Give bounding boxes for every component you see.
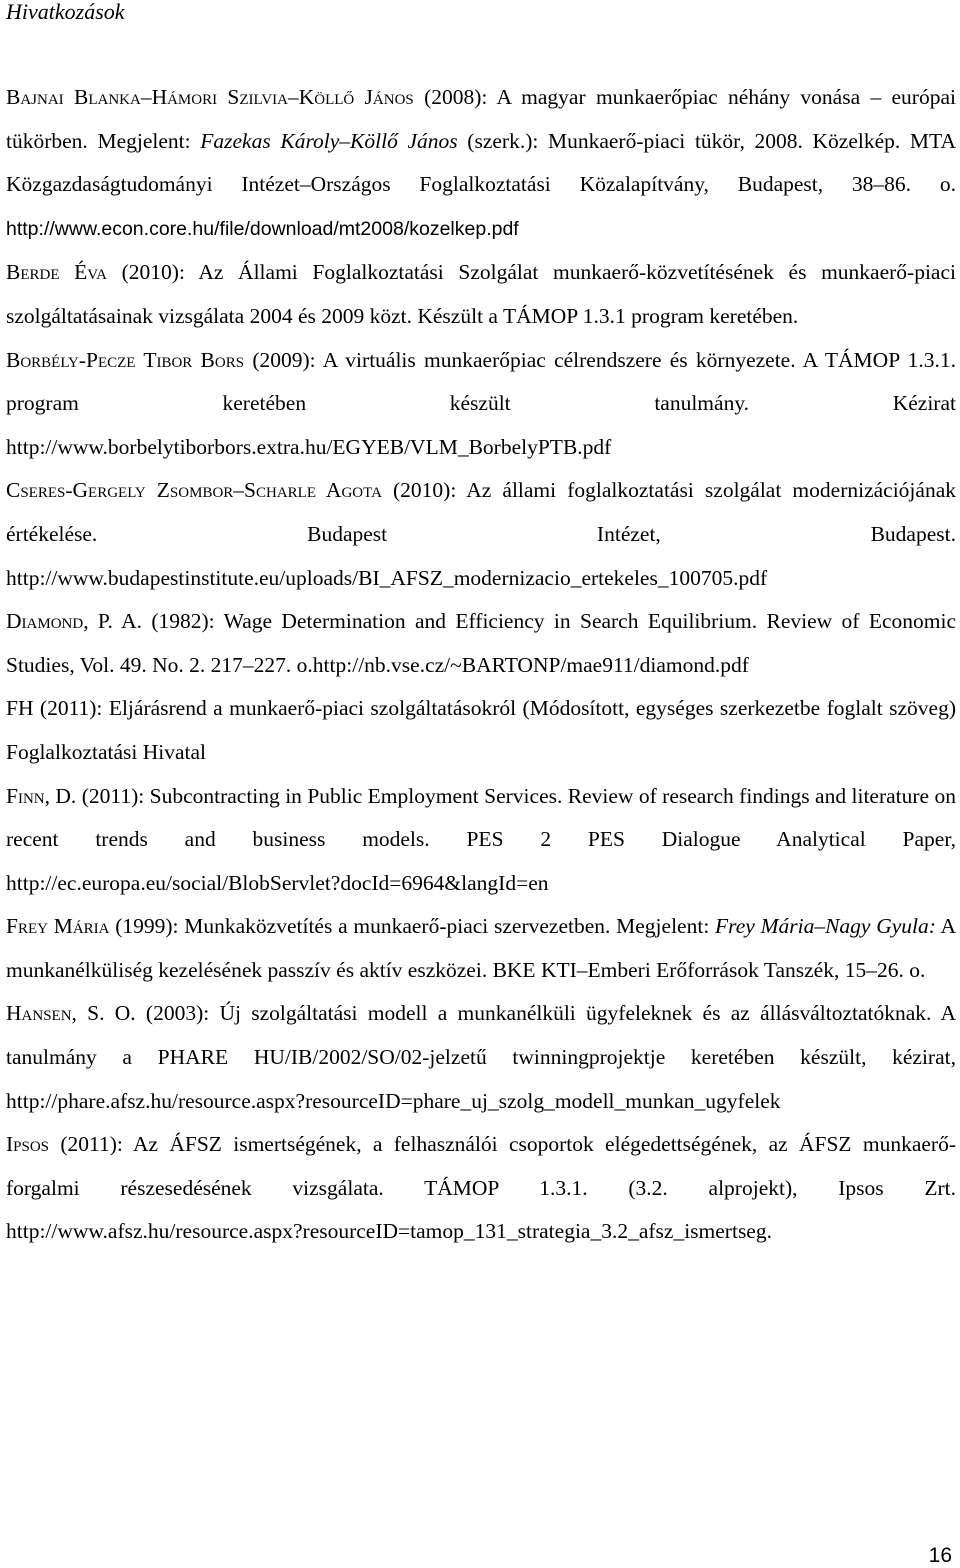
reference-author: Frey Mária [6,914,110,939]
section-heading: Hivatkozások [6,0,125,24]
reference-text: (2010): Az Állami Foglalkoztatási Szolgálat munkaerő-közvetítésének és munkaerő-piaci szolgáltatásainak vizsgálata 2004 és 2009 közt. Készült a TÁMOP 1.3.1 program keretében. [6,260,956,328]
reference-text: (1982): Wage Determination and Efficiency in Search Equilibrium. Review of Economic Studies, Vol. 49. No. 2. 217–227. o.http://nb.vse.cz/~BARTONP/mae911/diamond.pdf [6,609,956,677]
reference-text: (2010): Az állami foglalkoztatási szolgálat modernizációjának értékelése. Budapest Intézet, Budapest. http://www.budapestinstitute.eu/uploads/BI_AFSZ_modernizacio_ertekeles_100705.pdf [6,478,956,590]
reference-list [6,76,956,1254]
reference-text: A munkanélküliség kezelésének passzív és aktív eszközei. BKE KTI–Emberi Erőforrások Tanszék, 15–26. o. [6,914,957,982]
reference-author: Berde Éva [6,260,107,285]
reference-author: Bajnai Blanka–Hámori Szilvia–Köllő János [6,85,414,109]
reference-author: FH [6,696,34,721]
page-number: 16 [928,1544,952,1567]
reference-text: (2009): A virtuális munkaerőpiac célrendszere és környezete. A TÁMOP 1.3.1. program keretében készült tanulmány. Kézirat http://www.borbelytiborbors.extra.hu/EGYEB/VLM_BorbelyPTB.pdf [6,347,956,459]
reference-text: (2011): Eljárásrend a munkaerő-piaci szolgáltatásokról (Módosított, egységes szerkezetbe foglalt szöveg) Foglalkoztatási Hivatal [6,696,956,764]
reference-author: Ipsos [6,1132,50,1157]
reference-item [6,251,956,338]
reference-item [6,905,956,992]
reference-text: (2008): A magyar munkaerőpiac néhány vonása – európai tükörben. Megjelent: [6,85,956,153]
reference-author: Finn, D. [6,783,77,808]
reference-item [6,339,956,470]
reference-item [6,775,956,906]
reference-text: (2011): Subcontracting in Public Employment Services. Review of research findings and literature on recent trends and business models. PES 2 PES Dialogue Analytical Paper, http://ec.europa.eu/social/BlobServlet?docId=6964&langId=en [6,783,956,895]
reference-item [6,1123,956,1254]
reference-item [6,600,956,687]
reference-text: (szerk.): Munkaerő-piaci tükör, 2008. Közelkép. MTA Közgazdaságtudományi Intézet–Országos Foglalkoztatási Közalapítvány, Budapest, 38–86. o. [6,128,956,197]
reference-author: Cseres-Gergely Zsombor–Scharle Agota [6,478,382,503]
reference-text: (1999): Munkaközvetítés a munkaerő-piaci szervezetben. Megjelent: [109,914,716,939]
reference-editors: Frey Mária–Nagy Gyula: [715,914,936,939]
reference-item [6,76,956,251]
reference-author: Borbély-Pecze Tibor Bors [6,347,245,372]
reference-author: Hansen, S. O. [6,1001,136,1026]
reference-author: Diamond, P. A. [6,609,142,634]
reference-item [6,687,956,774]
reference-url: http://www.econ.core.hu/file/download/mt2008/kozelkep.pdf [6,217,519,240]
reference-item [6,469,956,600]
reference-item [6,992,956,1123]
reference-editors: Fazekas Károly–Köllő János [200,128,458,153]
reference-text: (2011): Az ÁFSZ ismertségének, a felhasználói csoportok elégedettségének, az ÁFSZ munkaerő-forgalmi részesedésének vizsgálata. TÁMOP 1.3.1. (3.2. alprojekt), Ipsos Zrt. http://www.afsz.hu/resource.aspx?resourceID=tamop_131_strategia_3.2_afsz_ismertseg. [6,1132,956,1244]
reference-text: (2003): Új szolgáltatási modell a munkanélküli ügyfeleknek és az állásváltoztatóknak. A tanulmány a PHARE HU/IB/2002/SO/02-jelzetű twinningprojektje keretében készült, kézirat, http://phare.afsz.hu/resource.aspx?resourceID=phare_uj_szolg_modell_munkan_ugyfelek [6,1001,957,1113]
